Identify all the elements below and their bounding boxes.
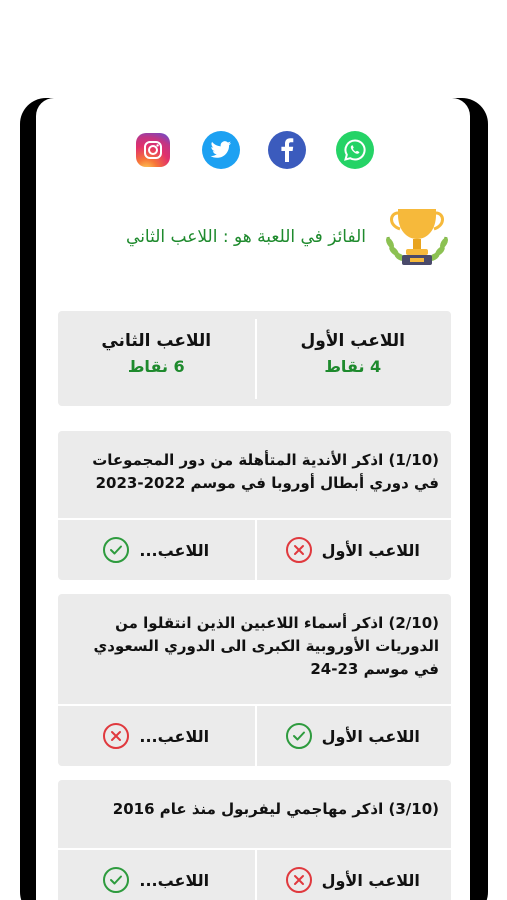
player2-answer-label: اللاعب... <box>139 540 210 560</box>
score-divider <box>255 319 257 399</box>
instagram-icon[interactable] <box>136 133 170 167</box>
wrong-icon <box>286 537 312 563</box>
wrong-icon <box>286 867 312 893</box>
facebook-icon[interactable] <box>268 131 306 169</box>
player1-points: 4 نقاط <box>324 357 382 376</box>
player1-answer[interactable] <box>255 850 452 900</box>
question-text: (2/10) اذكر أسماء اللاعبين الذين انتقلوا من الدوريات الأوروبية الكبرى الى الدوري السعودي في موسم 23-24 <box>93 614 439 678</box>
player2-answer-label: اللاعب... <box>139 870 210 890</box>
player2-answer[interactable] <box>58 706 255 766</box>
results-screen <box>36 98 470 900</box>
correct-icon <box>286 723 312 749</box>
player1-answer-label: اللاعب الأول <box>321 540 420 560</box>
question-text: (1/10) اذكر الأندية المتأهلة من دور المجموعات في دوري أبطال أوروبا في موسم 2022-2023 <box>92 451 439 492</box>
player1-score <box>255 311 452 406</box>
wrong-icon <box>103 723 129 749</box>
answer-row <box>58 518 451 580</box>
answer-divider <box>255 850 257 900</box>
player2-score <box>58 311 255 406</box>
question-card <box>58 431 451 580</box>
player2-points: 6 نقاط <box>127 357 185 376</box>
whatsapp-icon[interactable] <box>336 131 374 169</box>
player2-answer-label: اللاعب... <box>139 726 210 746</box>
player1-answer-label: اللاعب الأول <box>321 726 420 746</box>
question-card <box>58 780 451 900</box>
scoreboard <box>58 311 451 406</box>
trophy-icon <box>380 203 454 273</box>
share-row <box>36 131 470 171</box>
player2-answer[interactable] <box>58 850 255 900</box>
player2-name: اللاعب الثاني <box>101 331 212 351</box>
answer-divider <box>255 520 257 580</box>
player1-name: اللاعب الأول <box>300 331 405 351</box>
question-card <box>58 594 451 766</box>
winner-banner <box>56 203 454 273</box>
answer-divider <box>255 706 257 766</box>
player1-answer[interactable] <box>255 706 452 766</box>
question-text: (3/10) اذكر مهاجمي ليفربول منذ عام 2016 <box>112 800 439 818</box>
correct-icon <box>103 867 129 893</box>
winner-text: الفائز في اللعبة هو : اللاعب الثاني <box>126 227 366 247</box>
twitter-icon[interactable] <box>202 131 240 169</box>
player1-answer-label: اللاعب الأول <box>321 870 420 890</box>
player1-answer[interactable] <box>255 520 452 580</box>
correct-icon <box>103 537 129 563</box>
answer-row <box>58 848 451 900</box>
player2-answer[interactable] <box>58 520 255 580</box>
answer-row <box>58 704 451 766</box>
